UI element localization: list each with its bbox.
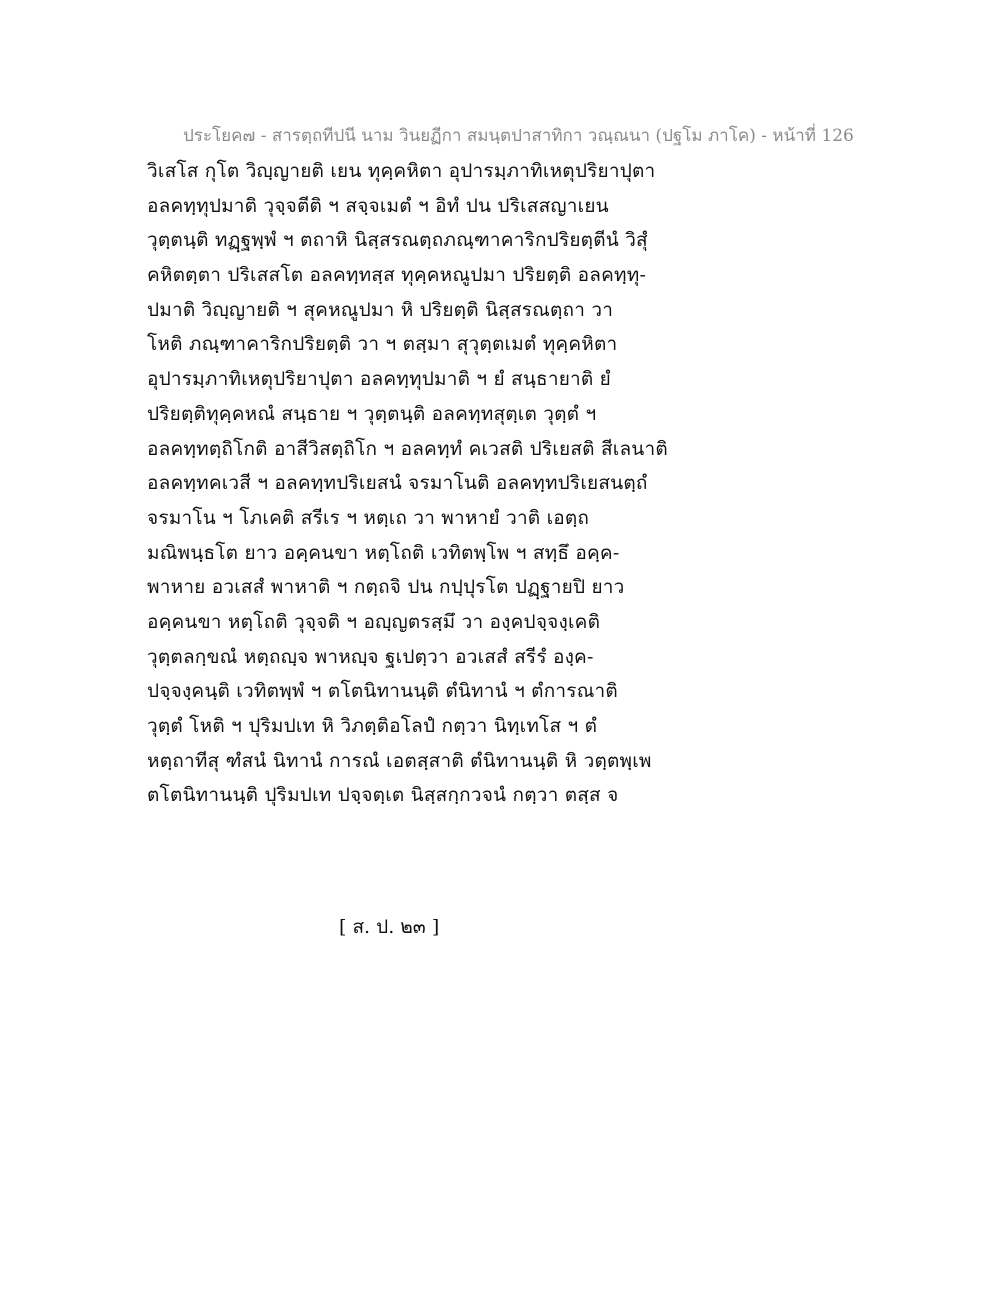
text-line: วิเสโส กุโต วิญฺญายติ เยน ทุคฺคหิตา อุปารมฺภาทิเหตุปริยาปุตา [147, 160, 656, 182]
text-line: ตโตนิทานนฺติ ปุริมปเท ปจฺจตฺเต นิสฺสกฺกวจนํ กตฺวา ตสฺส จ [147, 784, 619, 807]
page-reference: [ ส. ป. ๒๓ ] [339, 916, 440, 938]
text-line: ปริยตฺติทุคฺคหณํ สนฺธาย ฯ วุตฺตนฺติ อลคทฺทสุตฺเต วุตฺตํ ฯ [147, 402, 597, 425]
text-line: หตฺถาทีสุ ฑํสนํ นิทานํ การณํ เอตสฺสาติ ตํนิทานนฺติ หิ วตฺตพฺเพ [147, 749, 652, 772]
text-line: วุตฺตํ โหติ ฯ ปุริมปเท หิ วิภตฺติอโลปํ กตฺวา นิทฺเทโส ฯ ตํ [147, 715, 598, 737]
text-line: ปมาติ วิญฺญายติ ฯ สุคหณูปมา หิ ปริยตฺติ นิสฺสรณตฺถา วา [147, 298, 614, 321]
text-line: อุปารมฺภาทิเหตุปริยาปุตา อลคทฺทุปมาติ ฯ ยํ สนฺธายาติ ยํ [147, 368, 612, 391]
text-line: คหิตตฺตา ปริเสสโต อลคทฺทสฺส ทุคฺคหณูปมา ปริยตฺติ อลคทฺทุ- [147, 264, 647, 287]
body-text [147, 154, 707, 813]
text-line: จรมาโน ฯ โภเคติ สรีเร ฯ หตฺเถ วา พาหายํ วาติ เอตฺถ [147, 506, 590, 529]
text-line: อคฺคนขา หตฺโถติ วุจฺจติ ฯ อญฺญตรสฺมึ วา องฺคปจฺจงฺเคติ [147, 610, 601, 633]
text-line: วุตฺตนฺติ ทฏฺฐพฺพํ ฯ ตถาหิ นิสฺสรณตฺถภณฺฑาคาริกปริยตฺตีนํ วิสุํ [147, 229, 648, 252]
text-line: วุตฺตลกฺขณํ หตฺถญฺจ พาหญฺจ ฐเปตฺวา อวเสสํ สรีรํ องฺค- [147, 645, 594, 668]
text-line: ปจฺจงฺคนฺติ เวทิตพฺพํ ฯ ตโตนิทานนฺติ ตํนิทานํ ฯ ตํการณาติ [147, 680, 618, 703]
text-line: โหติ ภณฺฑาคาริกปริยตฺติ วา ฯ ตสฺมา สุวุตฺตเมตํ ทุคฺคหิตา [147, 333, 618, 356]
text-line: อลคทฺทคเวสี ฯ อลคทฺทปริเยสนํ จรมาโนติ อลคทฺทปริเยสนตฺถํ [147, 472, 648, 495]
text-line: อลคทฺทตฺถิโกติ อาสีวิสตฺถิโก ฯ อลคทฺทํ คเวสติ ปริเยสติ สีเลนาติ [147, 437, 668, 460]
text-line: พาหาย อวเสสํ พาหาติ ฯ กตฺถจิ ปน กปฺปุรโต ปฏฺฐายปิ ยาว [147, 576, 625, 599]
text-line: มณิพนฺธโต ยาว อคฺคนขา หตฺโถติ เวทิตพฺโพ ฯ สทฺธึ อคฺค- [147, 541, 620, 564]
running-header: ประโยค๗ - สารตฺถทีปนี นาม วินยฏีกา สมนฺตปาสาทิกา วณฺณนา (ปฐโม ภาโค) - หน้าที่ 126 [183, 126, 854, 146]
text-line: อลคทฺทุปมาติ วุจฺจตีติ ฯ สจฺจเมตํ ฯ อิทํ ปน ปริเสสญาเยน [147, 194, 609, 217]
